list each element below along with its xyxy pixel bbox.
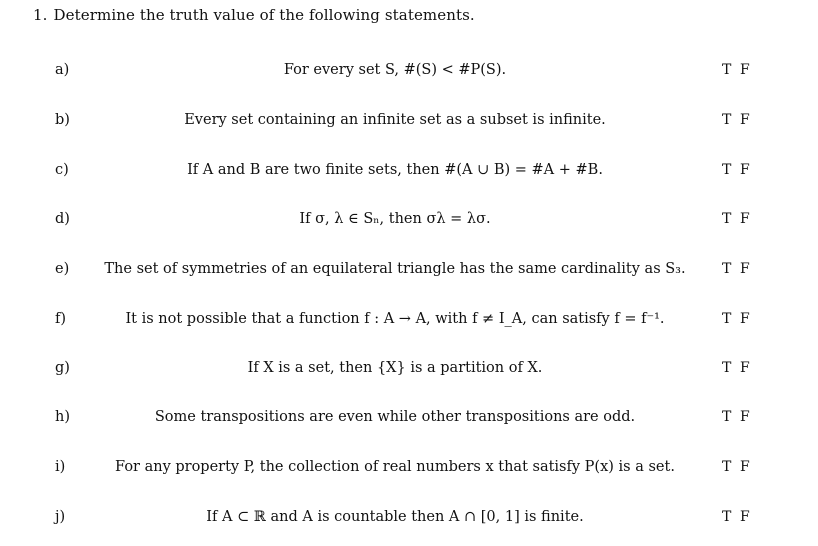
false-option[interactable]: F [740,62,750,78]
statement-label: f) [55,311,67,327]
statement-row [0,506,818,532]
statement-label: c) [55,162,69,178]
statement-label: e) [55,261,70,277]
question-heading [33,6,475,24]
statement-row [0,59,818,85]
true-option[interactable]: T [722,162,732,178]
true-false-choices [722,62,772,78]
statement-text: If σ, λ ∈ Sₙ, then σλ = λσ. [299,211,491,227]
statement-row [0,109,818,135]
false-option[interactable]: F [740,409,750,425]
true-option[interactable]: T [722,211,732,227]
statement-label: a) [55,62,70,78]
true-option[interactable]: T [722,62,732,78]
true-false-choices [722,162,772,178]
statement-label: d) [55,211,70,227]
statement-text: The set of symmetries of an equilateral triangle has the same cardinality as S₃. [104,261,686,277]
true-option[interactable]: T [722,261,732,277]
true-option[interactable]: T [722,360,732,376]
true-false-choices [722,409,772,425]
statement-row [0,308,818,334]
statement-row [0,456,818,482]
statement-row [0,406,818,432]
false-option[interactable]: F [740,162,750,178]
statement-row [0,159,818,185]
question-instruction: Determine the truth value of the following statements. [53,6,475,24]
statement-label: g) [55,360,70,376]
true-false-choices [722,311,772,327]
false-option[interactable]: F [740,261,750,277]
true-false-choices [722,112,772,128]
statement-label: b) [55,112,70,128]
true-false-choices [722,211,772,227]
true-option[interactable]: T [722,112,732,128]
true-false-choices [722,509,772,525]
statement-text: If X is a set, then {X} is a partition of X. [247,360,543,376]
statement-text: Some transpositions are even while other transpositions are odd. [154,409,636,425]
true-option[interactable]: T [722,409,732,425]
statement-text: For every set S, #(S) < #P(S). [283,62,507,78]
false-option[interactable]: F [740,509,750,525]
statement-label: j) [55,509,66,525]
true-option[interactable]: T [722,311,732,327]
true-false-choices [722,360,772,376]
false-option[interactable]: F [740,360,750,376]
false-option[interactable]: F [740,112,750,128]
statement-row [0,258,818,284]
statement-row [0,208,818,234]
false-option[interactable]: F [740,211,750,227]
statement-text: If A and B are two finite sets, then #(A ∪ B) = #A + #B. [187,162,603,178]
statement-label: i) [55,459,66,475]
statement-row [0,357,818,383]
statement-text: Every set containing an infinite set as a subset is infinite. [184,112,606,128]
false-option[interactable]: F [740,459,750,475]
true-option[interactable]: T [722,509,732,525]
true-option[interactable]: T [722,459,732,475]
statement-text: It is not possible that a function f : A → A, with f ≠ I_A, can satisfy f = f⁻¹. [125,311,665,327]
question-number: 1. [33,6,48,24]
statement-label: h) [55,409,70,425]
statement-text: For any property P, the collection of real numbers x that satisfy P(x) is a set. [115,459,675,475]
true-false-choices [722,261,772,277]
false-option[interactable]: F [740,311,750,327]
statement-text: If A ⊂ ℝ and A is countable then A ∩ [0, 1] is finite. [206,509,584,525]
true-false-choices [722,459,772,475]
